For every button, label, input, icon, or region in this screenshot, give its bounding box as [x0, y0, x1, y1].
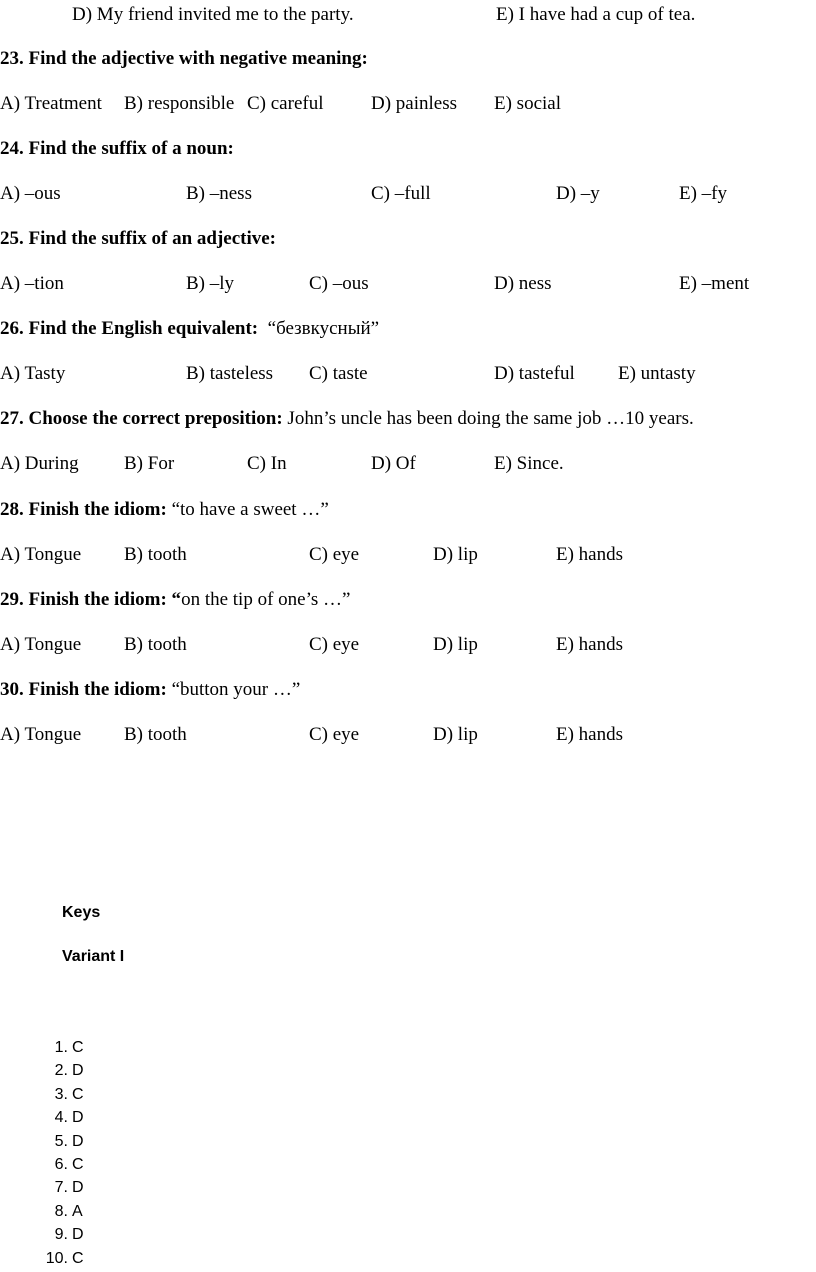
- q25-option-b: B) –ly: [186, 273, 235, 294]
- q25-option-a: A) –tion: [0, 273, 64, 294]
- q28-title-text: . Finish the idiom:: [19, 499, 167, 520]
- q27-title-text: 27. Choose the correct preposition:: [0, 408, 283, 429]
- q24-option-b: B) –ness: [186, 183, 252, 204]
- q28-option-e: E) hands: [556, 544, 624, 565]
- q29-option-d: D) lip: [433, 634, 478, 655]
- list-item: 8. A: [54, 1202, 83, 1220]
- q27-option-d: D) Of: [371, 453, 416, 474]
- q28-option-d: D) lip: [433, 544, 478, 565]
- q29-title-text: 29. Finish the idiom: “: [0, 589, 182, 610]
- q26-option-e: E) untasty: [618, 363, 696, 384]
- q28-option-c: C) eye: [309, 544, 360, 565]
- q28-option-a: A) Tongue: [0, 544, 82, 565]
- q24-option-a: A) –ous: [0, 183, 61, 204]
- q28-number: 28: [0, 499, 19, 520]
- list-item: 6. C: [54, 1155, 84, 1173]
- q26-title-text: 26. Find the English equivalent:: [0, 318, 259, 339]
- q27-option-b: B) For: [124, 453, 175, 474]
- list-item: 3. C: [54, 1085, 84, 1103]
- list-item: 10. C: [45, 1249, 84, 1267]
- q26-prompt: “безвкусный”: [267, 318, 380, 339]
- q26-option-c: C) taste: [309, 363, 368, 384]
- q27-option-e: E) Since.: [494, 453, 564, 474]
- q28-option-b: B) tooth: [124, 544, 187, 565]
- list-item: 5. D: [54, 1132, 84, 1150]
- keys-heading: Keys: [62, 904, 101, 921]
- q27-option-a: A) During: [0, 453, 79, 474]
- q26-option-d: D) tasteful: [494, 363, 575, 384]
- q24-title-text: 24. Find the suffix of a noun:: [0, 138, 234, 159]
- q27-option-c: C) In: [247, 453, 287, 474]
- variant-heading: Variant I: [62, 948, 125, 965]
- q25-option-e: E) –ment: [679, 273, 750, 294]
- q22-option-d: D) My friend invited me to the party.: [72, 4, 354, 25]
- q28-prompt: “to have a sweet …”: [171, 499, 329, 520]
- list-item: 4. D: [54, 1109, 84, 1127]
- q23-title-text: 23. Find the adjective with negative meaning:: [0, 48, 368, 69]
- q25-option-c: C) –ous: [309, 273, 369, 294]
- q23-option-c: C) careful: [247, 93, 324, 114]
- list-item: 2. D: [54, 1062, 84, 1080]
- q30-option-a: A) Tongue: [0, 724, 82, 745]
- q23-option-e: E) social: [494, 93, 562, 114]
- list-item: 1. C: [54, 1039, 84, 1056]
- q30-option-b: B) tooth: [124, 724, 187, 745]
- q24-option-c: C) –full: [371, 183, 431, 204]
- q29-option-a: A) Tongue: [0, 634, 82, 655]
- q28-title: [0, 497, 329, 523]
- q24-option-e: E) –fy: [679, 183, 728, 204]
- q24-option-d: D) –y: [556, 183, 600, 204]
- q22-option-e: E) I have had a cup of tea.: [496, 4, 696, 25]
- q29-option-b: B) tooth: [124, 634, 187, 655]
- list-item: 7. D: [54, 1179, 84, 1197]
- q26-title: [0, 316, 379, 342]
- q25-title-text: 25. Find the suffix of an adjective:: [0, 228, 277, 249]
- q30-option-e: E) hands: [556, 724, 624, 745]
- q23-title: [0, 46, 368, 72]
- q27-prompt: John’s uncle has been doing the same job …10 years.: [287, 408, 694, 429]
- q23-option-b: B) responsible: [124, 93, 235, 114]
- q24-title: [0, 136, 234, 162]
- q30-option-d: D) lip: [433, 724, 478, 745]
- list-item: 9. D: [54, 1226, 84, 1244]
- q25-option-d: D) ness: [494, 273, 552, 294]
- q29-prompt: on the tip of one’s …”: [181, 589, 351, 610]
- answer-key-list: [36, 1036, 84, 1270]
- q26-option-b: B) tasteless: [186, 363, 274, 384]
- q29-title: [0, 587, 350, 613]
- q30-title: [0, 677, 300, 703]
- q30-option-c: C) eye: [309, 724, 360, 745]
- q30-title-text: 30. Finish the idiom:: [0, 679, 167, 700]
- q27-title: [0, 406, 694, 432]
- q23-option-d: D) painless: [371, 93, 458, 114]
- q30-prompt: “button your …”: [171, 679, 301, 700]
- q26-option-a: A) Tasty: [0, 363, 66, 384]
- q25-title: [0, 226, 276, 252]
- q29-option-e: E) hands: [556, 634, 624, 655]
- q23-option-a: A) Treatment: [0, 93, 102, 114]
- q29-option-c: C) eye: [309, 634, 360, 655]
